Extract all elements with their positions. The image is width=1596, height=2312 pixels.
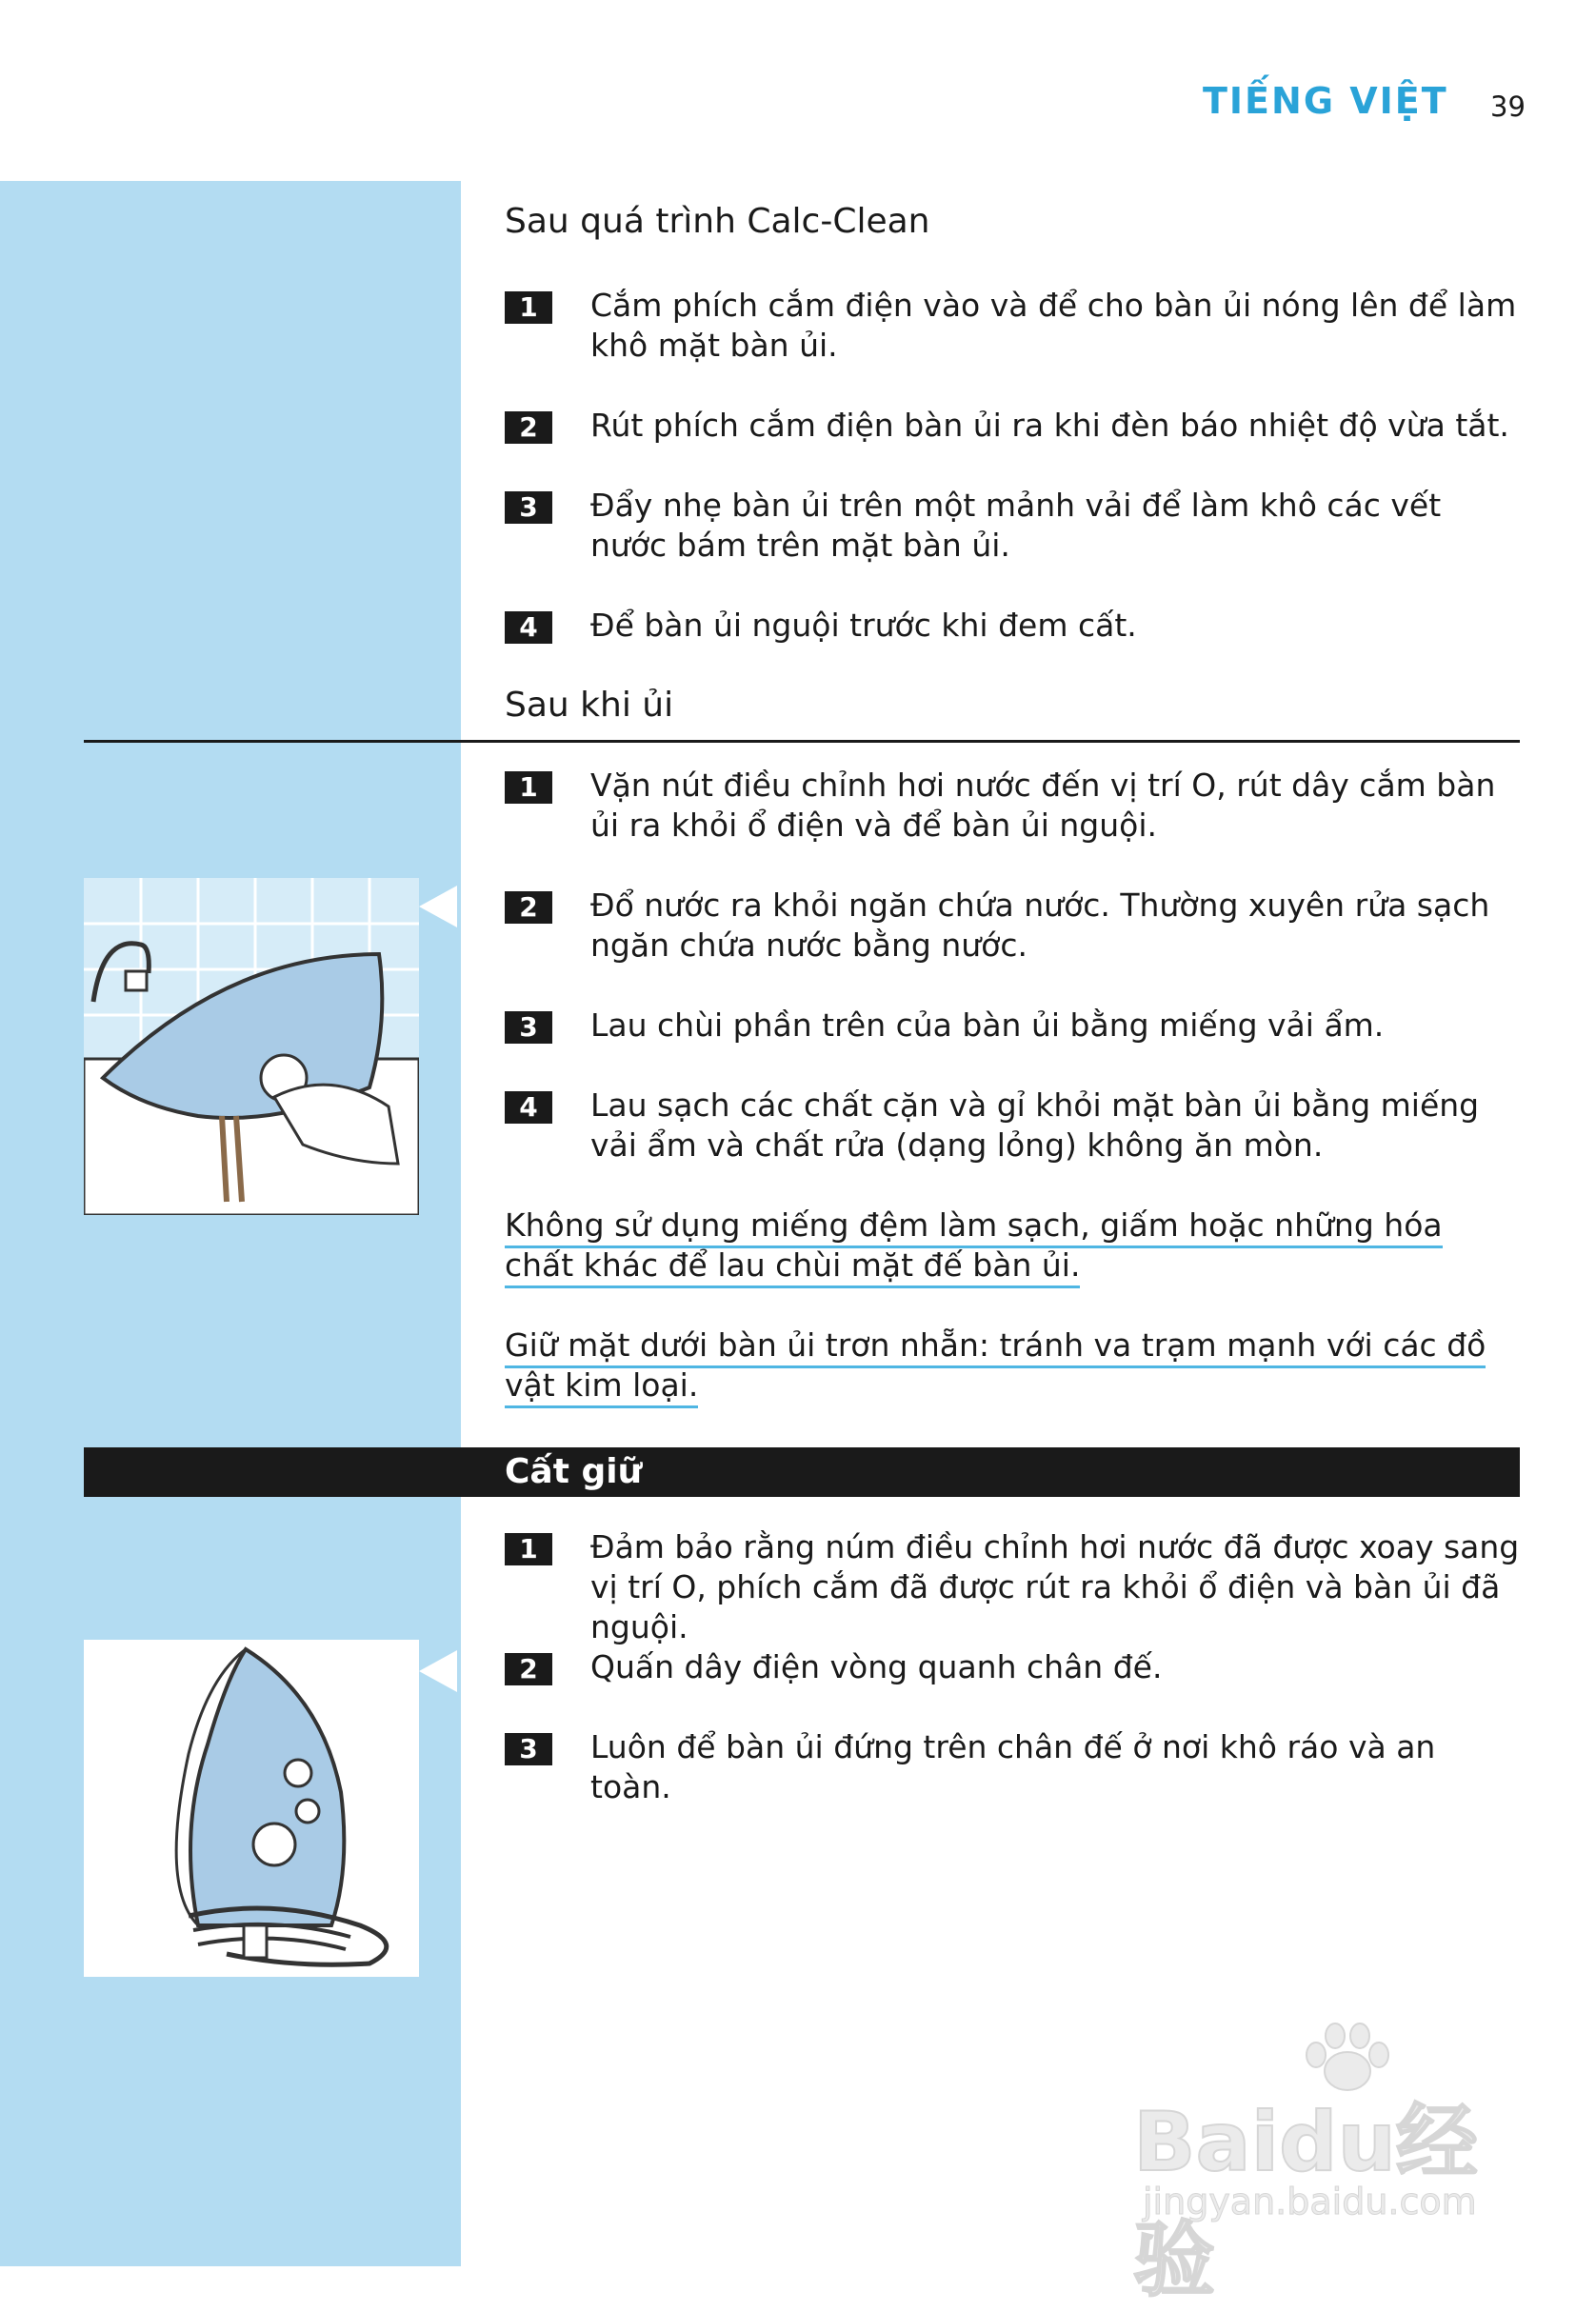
step-text: Cắm phích cắm điện vào và để cho bàn ủi nóng lên để làm khô mặt bàn ủi. — [590, 287, 1517, 364]
step-item — [505, 406, 1524, 446]
stored-iron-icon — [84, 1640, 419, 1977]
step-number: 1 — [505, 771, 552, 804]
step-number: 3 — [505, 1733, 552, 1765]
step-text: Lau sạch các chất cặn và gỉ khỏi mặt bàn ủi bằng miếng vải ẩm và chất rửa (dạng lỏng) không ăn mòn. — [590, 1086, 1480, 1164]
step-item — [505, 1527, 1524, 1647]
cleaning-iron-illustration — [84, 878, 419, 1215]
step-number: 2 — [505, 411, 552, 444]
step-number: 2 — [505, 891, 552, 924]
language-heading: TIẾNG VIỆT — [1203, 80, 1448, 122]
caution-note — [505, 1325, 1514, 1405]
cleaning-iron-icon — [84, 878, 419, 1215]
step-item — [505, 886, 1524, 966]
baidu-watermark — [1133, 2019, 1533, 2308]
watermark-brand: Baidu经验 — [1133, 2095, 1478, 2308]
caution-note — [505, 1206, 1514, 1286]
step-text: Lau chùi phần trên của bàn ủi bằng miếng vải ẩm. — [590, 1007, 1385, 1044]
step-text: Để bàn ủi nguội trước khi đem cất. — [590, 607, 1137, 644]
caution-note-text: Không sử dụng miếng đệm làm sạch, giấm hoặc những hóa chất khác để lau chùi mặt đế bàn ủi. — [505, 1206, 1443, 1288]
step-text: Vặn nút điều chỉnh hơi nước đến vị trí O, rút dây cắm bàn ủi ra khỏi ổ điện và để bàn ủi nguội. — [590, 767, 1496, 844]
watermark-url: jingyan.baidu.com — [1143, 2181, 1477, 2222]
step-number: 1 — [505, 1533, 552, 1565]
section-title-storage: Cất giữ — [505, 1452, 643, 1491]
illustration-pointer — [419, 1650, 457, 1692]
illustration-pointer — [419, 886, 457, 927]
caution-note-text: Giữ mặt dưới bàn ủi trơn nhẵn: tránh va trạm mạnh với các đồ vật kim loại. — [505, 1326, 1486, 1408]
stored-iron-illustration — [84, 1640, 419, 1977]
step-item — [505, 606, 1524, 646]
step-item — [505, 1727, 1524, 1807]
step-item — [505, 1647, 1524, 1687]
storage-heading-bar — [84, 1447, 1520, 1497]
step-item — [505, 486, 1524, 566]
step-number: 3 — [505, 491, 552, 524]
step-text: Đẩy nhẹ bàn ủi trên một mảnh vải để làm khô các vết nước bám trên mặt bàn ủi. — [590, 487, 1442, 564]
step-number: 3 — [505, 1011, 552, 1044]
step-text: Rút phích cắm điện bàn ủi ra khi đèn báo nhiệt độ vừa tắt. — [590, 407, 1509, 444]
step-number: 4 — [505, 1091, 552, 1124]
step-text: Luôn để bàn ủi đứng trên chân đế ở nơi khô ráo và an toàn. — [590, 1728, 1436, 1805]
section-title-after-ironing: Sau khi ủi — [505, 686, 674, 725]
section-title-after-calc-clean: Sau quá trình Calc-Clean — [505, 202, 930, 241]
step-item — [505, 286, 1524, 366]
step-text: Đổ nước ra khỏi ngăn chứa nước. Thường xuyên rửa sạch ngăn chứa nước bằng nước. — [590, 887, 1490, 964]
step-text: Quấn dây điện vòng quanh chân đế. — [590, 1648, 1163, 1685]
step-text: Đảm bảo rằng núm điều chỉnh hơi nước đã được xoay sang vị trí O, phích cắm đã được rút ra khỏi ổ điện và bàn ủi đã nguội. — [590, 1528, 1520, 1645]
step-item — [505, 1086, 1524, 1166]
section-divider — [84, 740, 1520, 743]
step-item — [505, 766, 1524, 846]
step-number: 2 — [505, 1653, 552, 1685]
step-number: 4 — [505, 611, 552, 644]
step-number: 1 — [505, 291, 552, 324]
step-item — [505, 1006, 1524, 1046]
page-number: 39 — [1490, 90, 1526, 123]
